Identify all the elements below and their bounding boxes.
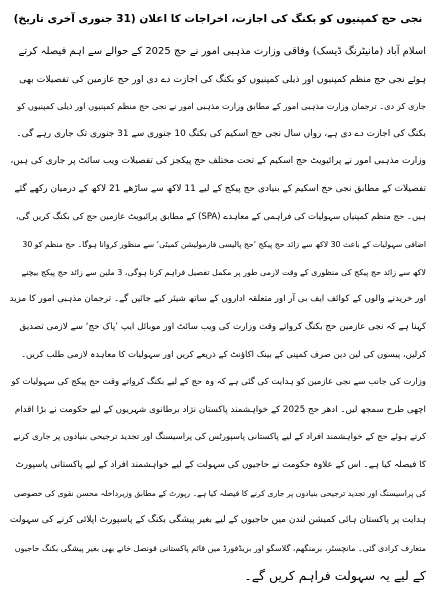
article-line: ہیں۔ حج منظم کمپنیاں سہولیات کی فراہمی کے معاہدے (SPA) کے مطابق پرائیویٹ عازمین حج کی بکنگ کریں گی، — [15, 211, 426, 222]
article-line: تفصیلات کے مطابق نجی حج اسکیم کے بنیادی حج پیکج کے لیے 11 لاکھ سے ساڑھے 21 لاکھ کے درمیان رکھے گئے — [14, 183, 426, 194]
article-line: کا فیصلہ کیا ہے۔ اس کے علاوہ حکومت نے حاجیوں کی سہولت کے لیے خواہشمند افراد کے لیے پاکستانی پاسپورٹ — [15, 459, 426, 470]
article-line: متعارف کرادی گئی۔ مانچسٹر، برمنگھم، گلاسگو اور بریڈفورڈ میں قائم پاکستانی قونصل خانے بھی بغیر پیشگی بکنگ حاجیوں — [14, 543, 426, 553]
article-line: کرلیں، پیسوں کی لین دین صرف کمپنی کے بینک اکاؤنٹ کے ذریعے کریں اور سہولیات کا معاہدہ لازمی طلب کریں۔ — [21, 349, 426, 360]
article-line: کرتے ہوئے حج کے خواہشمند افراد کے لیے پاکستانی پاسپورٹس کی پراسیسنگ اور تجدید ترجیحی بنیادوں پر جاری کرنے — [13, 432, 426, 443]
article-headline: نجی حج کمپنیوں کو بکنگ کی اجازت، اخراجات کا اعلان (31 جنوری آخری تاریخ) — [13, 13, 423, 25]
article-line: ہدایت پر پاکستان ہائی کمیشن لندن میں حاجیوں کے لیے بغیر پیشگی بکنگ کے پاسپورٹ اپلائی کرنے کی سہولت — [10, 515, 426, 526]
article-line: جاری کر دی۔ ترجمان وزارت مذہبی امور کے مطابق وزارت مذہبی امور نے نجی حج منظم کمپنیوں اور ذیلی کمپنیوں کو — [17, 101, 426, 112]
article-line: اسلام آباد (مانیٹرنگ ڈیسک) وفاقی وزارت مذہبی امور نے حج 2025 کے حوالے سے اہم فیصلہ کرتے — [18, 46, 426, 57]
article-line: بکنگ کی اجازت دے دی ہے، رواں سال نجی حج اسکیم کی بکنگ 10 جنوری سے 31 جنوری تک جاری رہے گی۔ — [16, 128, 426, 139]
article-line: اچھی طرح سمجھ لیں۔ ادھر حج 2025 کے خواہشمند پاکستان نژاد برطانوی شہریوں کے لیے حکومت نے بڑا اقدام — [14, 404, 426, 415]
article-line: وزارت کی جانب سے نجی عازمین کو ہدایت کی گئی ہے کہ وہ حج کے لیے بکنگ کرواتے وقت حج پیکج کی سہولیات کو — [11, 377, 426, 388]
article-body — [10, 38, 426, 590]
article-line: کہنا ہے کہ نجی عازمین حج بکنگ کرواتے وقت وزارت کی ویب سائٹ اور موبائل ایپ ’پاک حج‘ سے لازمی تصدیق — [19, 321, 426, 332]
article-line: اور خریدنے والوں کے کوائف ایف بی آر اور متعلقہ اداروں کے ساتھ شیئر کیے جائیں گے۔ ترجمان مذہبی امور کا مزید — [10, 294, 426, 305]
article-line: کی پراسیسنگ اور تجدید ترجیحی بنیادوں پر جاری کرنے کا فیصلہ کیا ہے۔ رپورٹ کے مطابق وزیرداخلہ محسن نقوی کی خصوصی — [13, 488, 426, 498]
article-line: کے لیے یہ سہولت فراہم کریں گے۔ — [244, 568, 426, 584]
article-line: وزارت مذہبی امور نے پرائیویٹ حج اسکیم کے تحت مختلف حج پیکجز کی تفصیلات ویب سائٹ پر جاری کی ہیں، — [10, 156, 426, 167]
article-line: اضافی سہولیات کے باعث 30 لاکھ سے زائد حج پیکج ’حج پالیسی فارمولیشن کمیٹی‘ سے منظور کروانا ہوگا۔ حج منظم کو 30 — [22, 240, 426, 250]
article-line: لاکھ سے زائد حج پیکج کی منظوری کے وقت لازمی طور پر مکمل تفصیل فراہم کرنا ہوگی، 3 ملین سے زائد حج پیکج بیچنے — [21, 267, 426, 277]
article-line: ہوئے نجی حج منظم کمپنیوں اور ذیلی کمپنیوں کو بکنگ کی اجازت دے دی اور حج عازمین کی تفصیلات بھی — [19, 73, 426, 85]
